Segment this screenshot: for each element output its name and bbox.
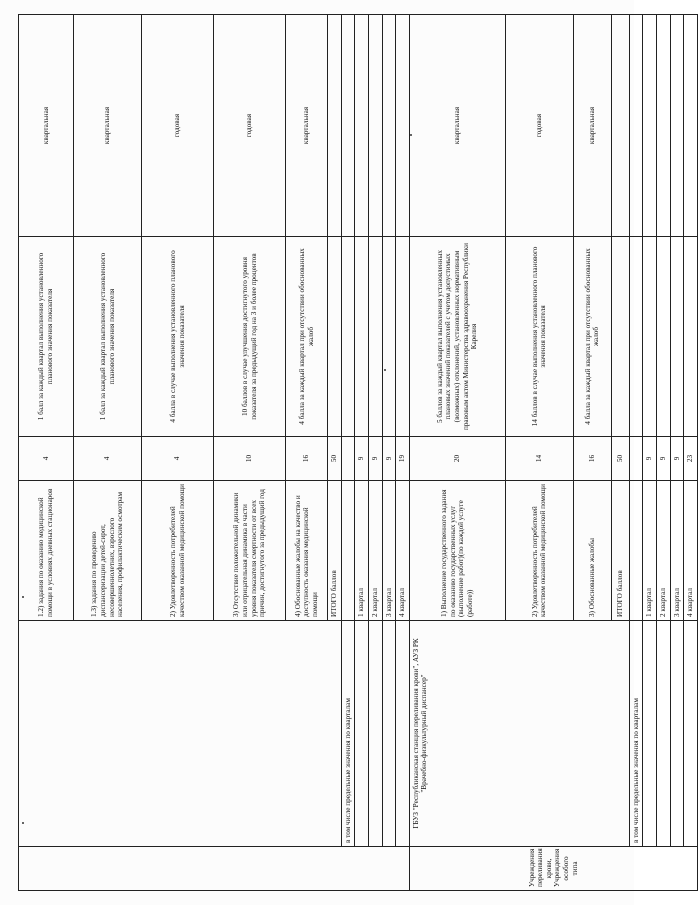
- quarter-label: 4 квартал: [396, 481, 410, 621]
- indicator-cell: 3) Обоснованные жалобы: [573, 481, 611, 621]
- indicators-table: [18, 14, 698, 891]
- scan-speck: [22, 822, 24, 824]
- empty-cell: [368, 15, 382, 237]
- indicator-cell: 3) Отсутствие положительной динамики или отрицательная динамика в части уровня показателя смертности от всех причин, достигнутого за предыдущий год: [214, 481, 286, 621]
- period-cell: квартальная: [19, 15, 74, 237]
- empty-cell: [396, 15, 410, 237]
- empty-cell: [368, 621, 382, 847]
- empty-cell: [341, 237, 355, 437]
- indicator-cell: 1) Выполнение государственного задания по оказанию государственных услуг (выполнение работ)(по каждой услуге (работе)): [409, 481, 505, 621]
- quarter-points: 23: [684, 437, 698, 481]
- quarter-label: 3 квартал: [382, 481, 396, 621]
- indicator-cell: 4) Обоснованные жалобы на качество и доступность оказания медицинской помощи: [286, 481, 328, 621]
- quarter-points: 9: [657, 437, 671, 481]
- empty-cell: [368, 237, 382, 437]
- points-cell: 4: [74, 437, 142, 481]
- quarter-label: 1 квартал: [643, 481, 657, 621]
- empty-cell: [355, 15, 369, 237]
- points-cell: 16: [286, 437, 328, 481]
- quarter-row: [355, 15, 369, 891]
- method-cell: 4 балла в случае выполнения установленного планового значения показателя: [142, 237, 214, 437]
- quarter-row: [643, 15, 657, 891]
- method-cell: 5 баллов за каждый квартал выполнения установленных плановых значений показателей с учетом допустимых (возможных) отклонений, установленных нормативным правовым актом Министерства здравоохранения Республики Карелия: [409, 237, 505, 437]
- empty-cell: [341, 437, 355, 481]
- quarter-row: [368, 15, 382, 891]
- empty-cell: [657, 237, 671, 437]
- empty-cell: [396, 237, 410, 437]
- table-row: [19, 15, 74, 891]
- empty-cell: [643, 15, 657, 237]
- institution-cell: [19, 621, 342, 847]
- scan-speck: [410, 134, 412, 136]
- empty-cell: [341, 15, 355, 237]
- quarter-label: 3 квартал: [670, 481, 684, 621]
- empty-cell: [382, 621, 396, 847]
- points-cell: 14: [505, 437, 573, 481]
- quarter-points: 9: [368, 437, 382, 481]
- points-cell: 20: [409, 437, 505, 481]
- empty-cell: [684, 15, 698, 237]
- period-cell: квартальная: [286, 15, 328, 237]
- empty-cell: [643, 237, 657, 437]
- points-cell: 4: [19, 437, 74, 481]
- method-cell: 1 балл за каждый квартал выполнения установленного планового значения показателя: [19, 237, 74, 437]
- empty-cell: [396, 621, 410, 847]
- points-cell: 4: [142, 437, 214, 481]
- empty-cell: [629, 237, 643, 437]
- period-cell: годовая: [214, 15, 286, 237]
- indicator-cell: 1.3) задания по проведению диспансеризации детей-сирот, несовершеннолетних, взрослого населения, профилактическим осмотрам: [74, 481, 142, 621]
- quarter-label: 2 квартал: [657, 481, 671, 621]
- empty-cell: [684, 237, 698, 437]
- empty-cell: [629, 15, 643, 237]
- period-cell: квартальная: [573, 15, 611, 237]
- quarters-header: в том числе предельные значения по кварталам: [341, 621, 355, 847]
- total-label: ИТОГО баллов: [328, 481, 342, 621]
- method-cell: 10 баллов в случае улучшения достигнутого уровня показателя за предыдущий год на 3 и более процентов: [214, 237, 286, 437]
- quarter-label: 4 квартал: [684, 481, 698, 621]
- empty-cell: [328, 237, 342, 437]
- indicator-cell: 1.2) задания по оказанию медицинской помощи в условиях дневных стационаров: [19, 481, 74, 621]
- quarters-header-row: [629, 15, 643, 891]
- total-points: 50: [328, 437, 342, 481]
- method-cell: 4 балла за каждый квартал при отсутствии обоснованных жалоб: [286, 237, 328, 437]
- quarters-header: в том числе предельные значения по кварталам: [629, 621, 643, 847]
- table-row: [409, 15, 505, 891]
- method-cell: 4 балла за каждый квартал при отсутствии обоснованных жалоб: [573, 237, 611, 437]
- empty-cell: [643, 621, 657, 847]
- empty-cell: [629, 437, 643, 481]
- category-cell: [19, 847, 410, 891]
- quarter-points: 9: [670, 437, 684, 481]
- empty-cell: [629, 481, 643, 621]
- quarter-points: 9: [382, 437, 396, 481]
- empty-cell: [328, 15, 342, 237]
- empty-cell: [670, 621, 684, 847]
- period-cell: квартальная: [409, 15, 505, 237]
- method-cell: 1 балл за каждый квартал выполнения установленного планового значения показателя: [74, 237, 142, 437]
- empty-cell: [382, 15, 396, 237]
- empty-cell: [670, 237, 684, 437]
- empty-cell: [611, 15, 629, 237]
- quarter-row: [684, 15, 698, 891]
- quarter-points: 19: [396, 437, 410, 481]
- empty-cell: [355, 237, 369, 437]
- empty-cell: [611, 237, 629, 437]
- quarter-points: 9: [643, 437, 657, 481]
- empty-cell: [657, 15, 671, 237]
- method-cell: 14 баллов в случае выполнения установленного планового значения показателя: [505, 237, 573, 437]
- quarter-row: [396, 15, 410, 891]
- quarter-row: [657, 15, 671, 891]
- points-cell: 10: [214, 437, 286, 481]
- period-cell: годовая: [142, 15, 214, 237]
- empty-cell: [382, 237, 396, 437]
- empty-cell: [657, 621, 671, 847]
- empty-cell: [355, 621, 369, 847]
- indicator-cell: 2) Удовлетворенность потребителей качеством оказанной медицинской помощи: [142, 481, 214, 621]
- category-cell: Учреждения переливания крови, Учреждения особого типа: [409, 847, 697, 891]
- empty-cell: [670, 15, 684, 237]
- indicator-cell: 2) Удовлетворенность потребителей качеством оказанной медицинской помощи: [505, 481, 573, 621]
- total-label: ИТОГО баллов: [611, 481, 629, 621]
- scan-speck: [22, 596, 24, 598]
- quarter-row: [382, 15, 396, 891]
- total-points: 50: [611, 437, 629, 481]
- quarter-label: 1 квартал: [355, 481, 369, 621]
- quarters-header-row: [341, 15, 355, 891]
- quarter-label: 2 квартал: [368, 481, 382, 621]
- empty-cell: [341, 481, 355, 621]
- quarter-row: [670, 15, 684, 891]
- scan-speck: [384, 369, 386, 371]
- quarter-points: 9: [355, 437, 369, 481]
- points-cell: 16: [573, 437, 611, 481]
- period-cell: годовая: [505, 15, 573, 237]
- institution-cell: ГБУЗ "Республиканская станция переливания крови", АУЗ РК "Врачебно-физкультурный диспансер": [409, 621, 629, 847]
- period-cell: квартальная: [74, 15, 142, 237]
- empty-cell: [684, 621, 698, 847]
